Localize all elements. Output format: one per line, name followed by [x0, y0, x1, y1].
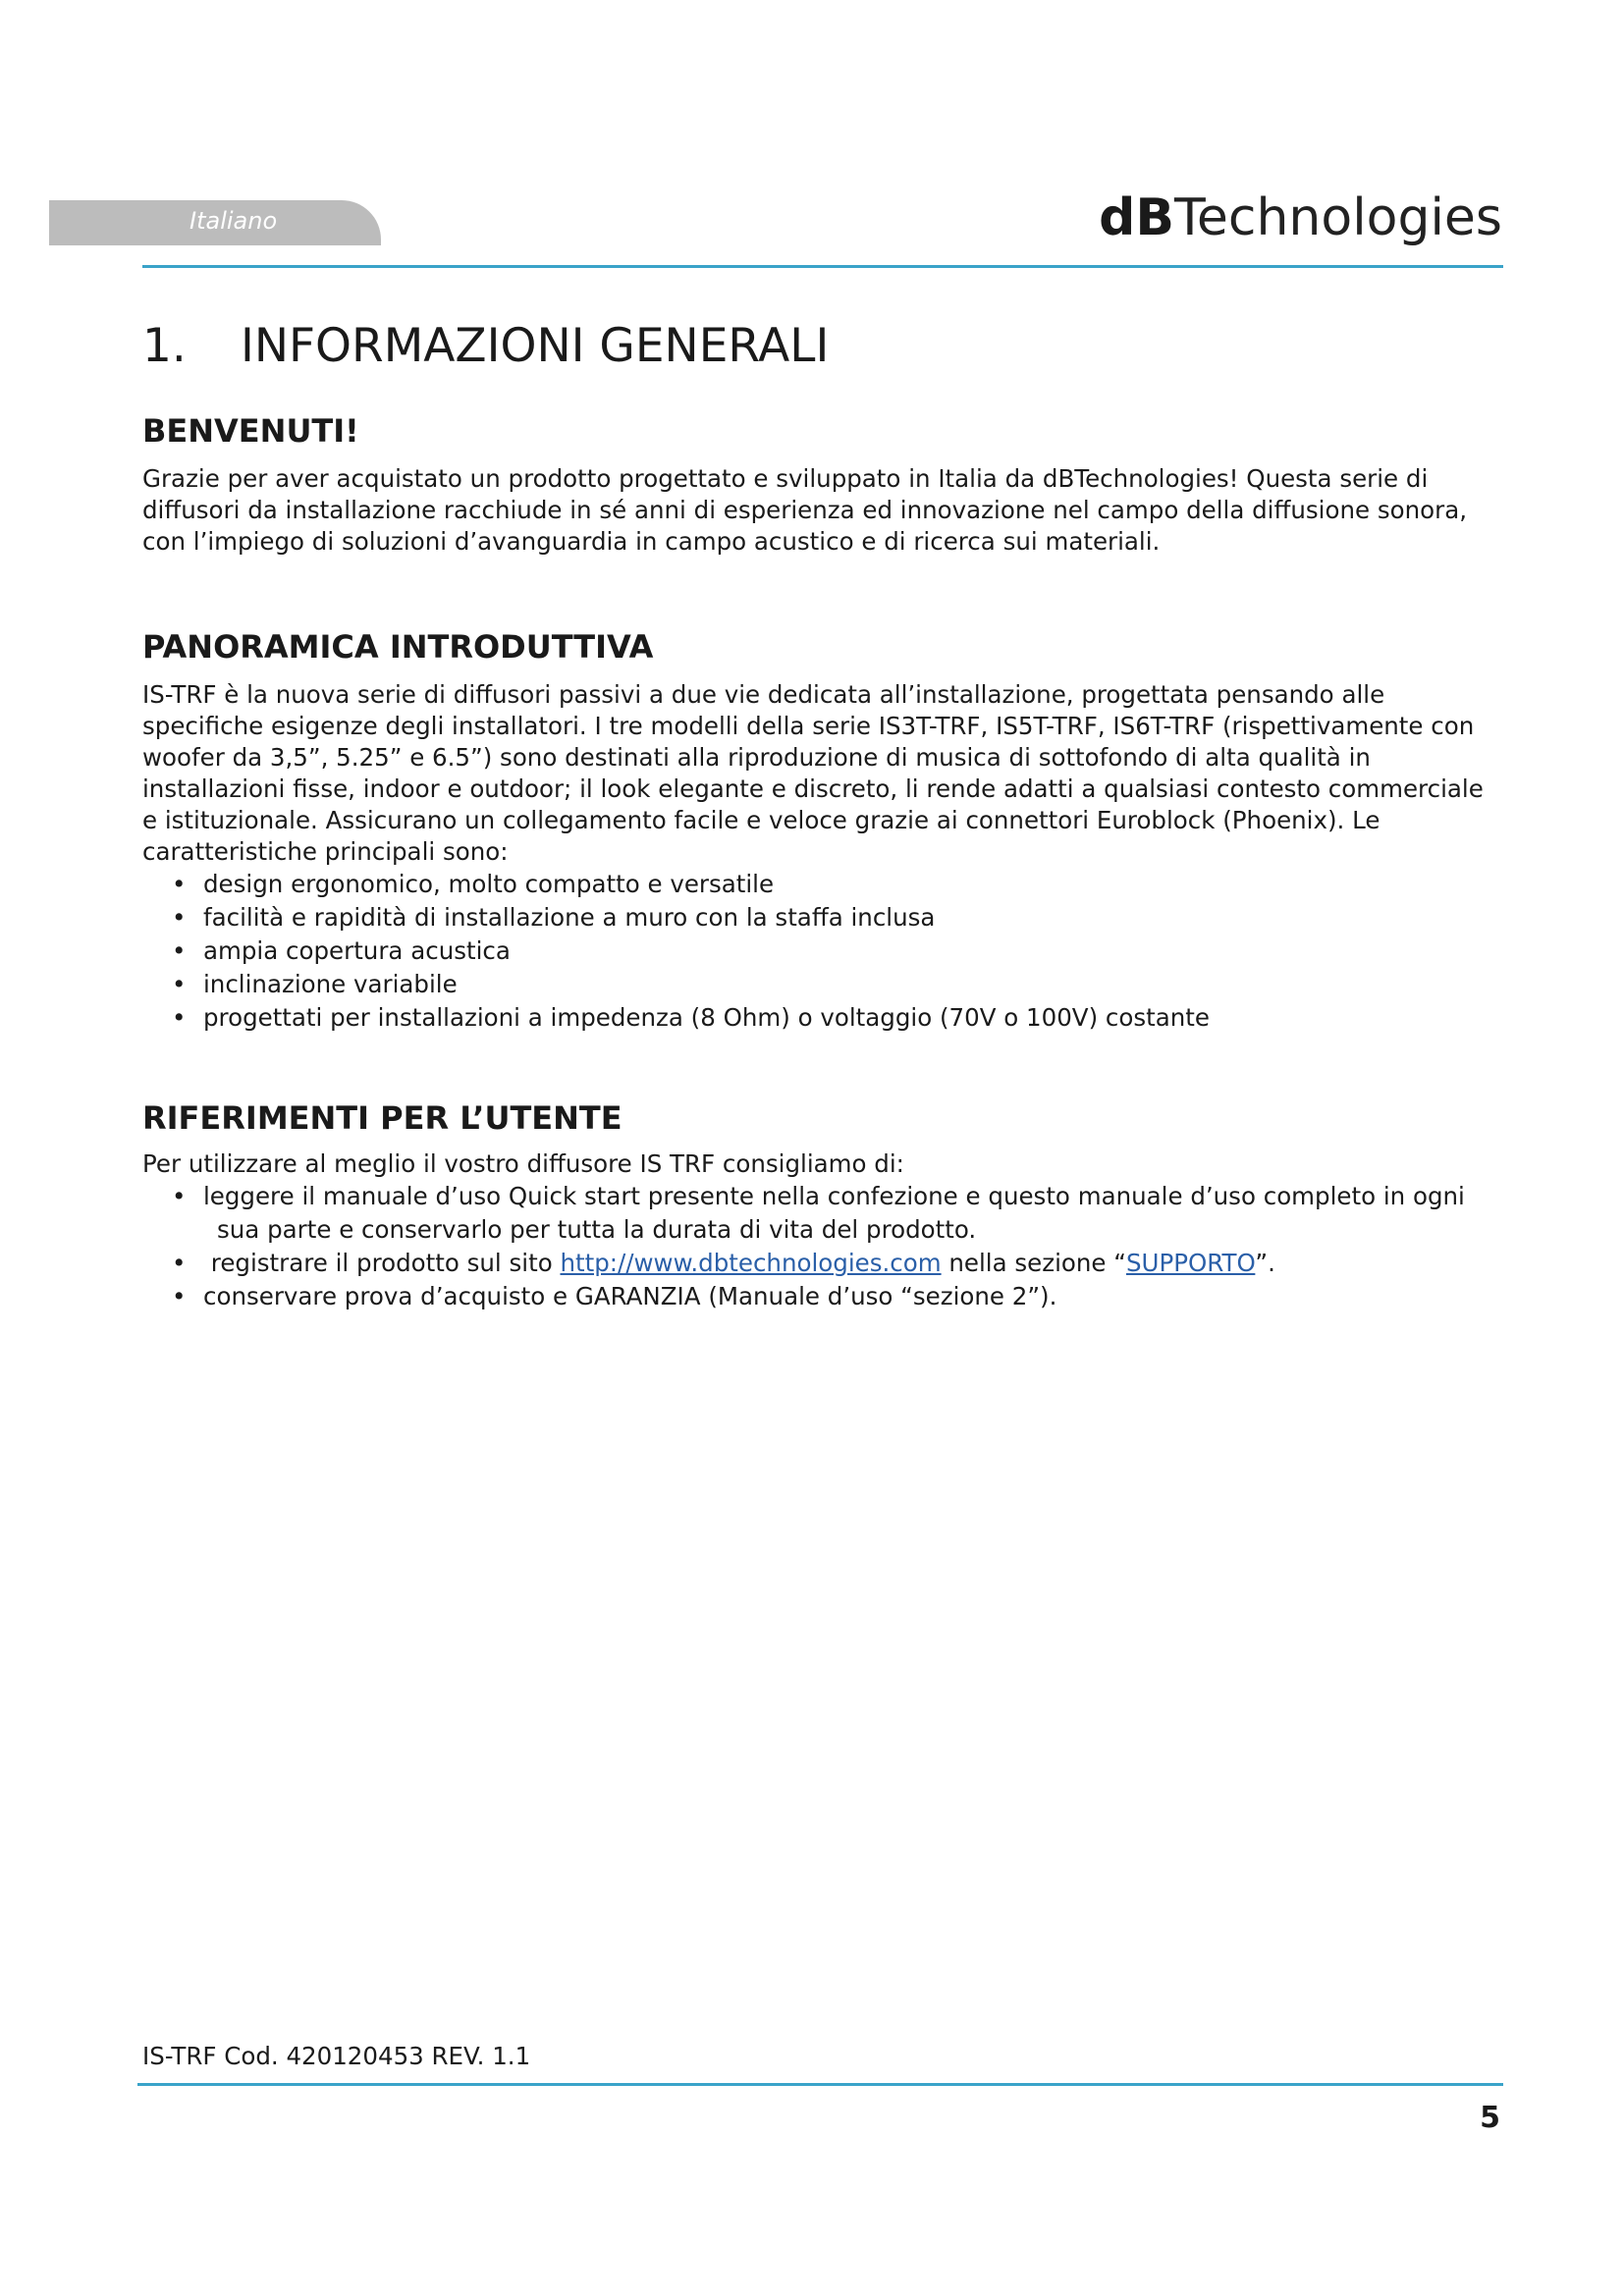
logo-text: Technologies	[1173, 188, 1502, 247]
footer-divider	[137, 2083, 1503, 2086]
list-item: • design ergonomico, molto compatto e versatile	[142, 868, 1503, 901]
page-number: 5	[1480, 2101, 1500, 2135]
list-item-text-continued: sua parte e conservarlo per tutta la durata di vita del prodotto.	[217, 1215, 977, 1244]
header-divider	[142, 265, 1503, 268]
support-link[interactable]: SUPPORTO	[1125, 1249, 1256, 1277]
list-item-text: registrare il prodotto sul sito	[210, 1249, 561, 1277]
list-item	[142, 1247, 1503, 1280]
brand-logo	[1099, 188, 1502, 247]
section-title	[142, 319, 1503, 373]
logo-bold: dB	[1099, 188, 1174, 247]
user-references-list	[142, 1180, 1503, 1313]
list-item: • inclinazione variabile	[142, 968, 1503, 1001]
heading-riferimenti: RIFERIMENTI PER L’UTENTE	[142, 1099, 623, 1137]
paragraph-riferimenti: Per utilizzare al meglio il vostro diffusore IS TRF consigliamo di:	[142, 1149, 904, 1178]
features-list	[142, 868, 1503, 1035]
document-code: IS-TRF Cod. 420120453 REV. 1.1	[142, 2042, 531, 2070]
section-number: 1.	[142, 319, 187, 373]
list-item	[142, 1180, 1503, 1247]
website-link[interactable]: http://www.dbtechnologies.com	[560, 1249, 942, 1277]
list-item: • progettati per installazioni a impedenza (8 Ohm) o voltaggio (70V o 100V) costante	[142, 1001, 1503, 1035]
list-item-text: ”.	[1255, 1249, 1275, 1277]
heading-panoramica: PANORAMICA INTRODUTTIVA	[142, 628, 654, 666]
list-item: • conservare prova d’acquisto e GARANZIA (Manuale d’uso “sezione 2”).	[142, 1280, 1503, 1313]
language-tab	[49, 200, 381, 245]
section-title-text: INFORMAZIONI GENERALI	[241, 319, 830, 373]
list-item: • ampia copertura acustica	[142, 934, 1503, 968]
list-item-text: leggere il manuale d’uso Quick start presente nella confezione e questo manuale d’uso completo in ogni	[203, 1182, 1465, 1210]
page-content	[142, 319, 1503, 1313]
language-label: Italiano	[189, 207, 278, 235]
heading-benvenuti: BENVENUTI!	[142, 412, 359, 450]
list-item-text: nella sezione “	[941, 1249, 1126, 1277]
paragraph-benvenuti: Grazie per aver acquistato un prodotto progettato e sviluppato in Italia da dBTechnologies! Questa serie di diffusori da installazione racchiude in sé anni di esperienza ed innovazione nel campo della diffusione sonora, con l’impiego di soluzioni d’avanguardia in campo acustico e di ricerca sui materiali.	[142, 464, 1467, 556]
list-item: • facilità e rapidità di installazione a muro con la staffa inclusa	[142, 901, 1503, 934]
paragraph-panoramica: IS-TRF è la nuova serie di diffusori passivi a due vie dedicata all’installazione, progettata pensando alle specifiche esigenze degli installatori. I tre modelli della serie IS3T-TRF, IS5T-TRF, IS6T-TRF (rispettivamente con woofer da 3,5”, 5.25” e 6.5”) sono destinati alla riproduzione di musica di sottofondo di alta qualità in installazioni fisse, indoor e outdoor; il look elegante e discreto, li rende adatti a qualsiasi contesto commerciale e istituzionale. Assicurano un collegamento facile e veloce grazie ai connettori Euroblock (Phoenix). Le caratteristiche principali sono:	[142, 680, 1484, 866]
